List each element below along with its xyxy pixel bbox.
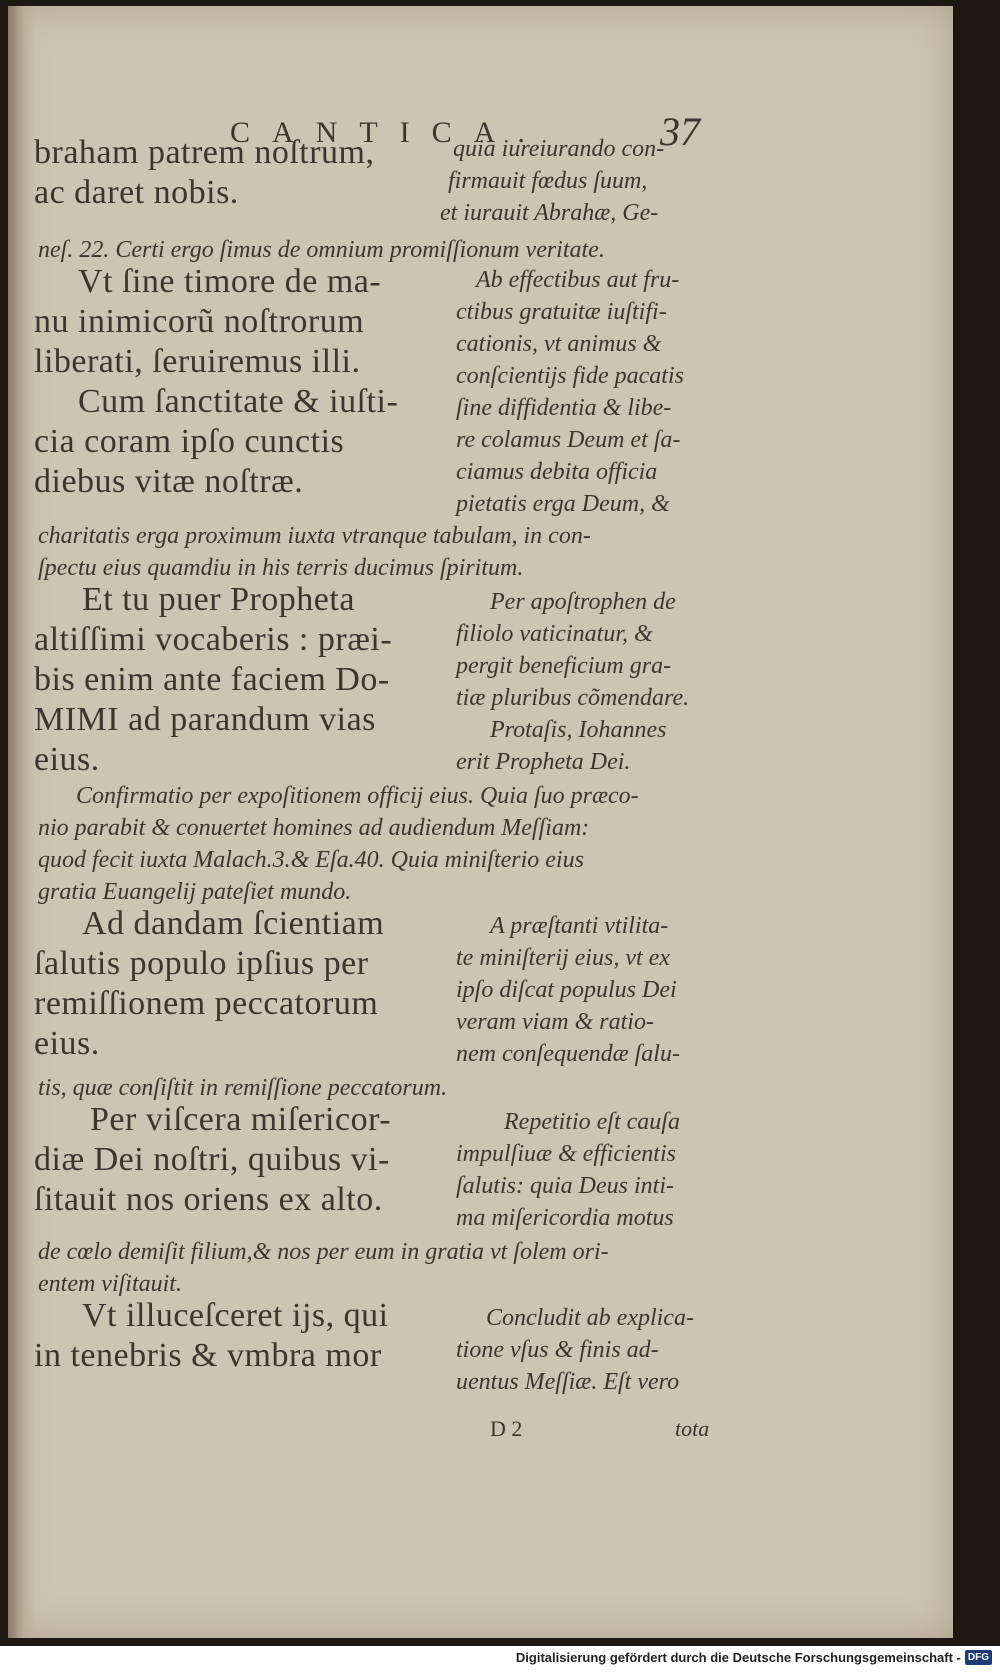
commentary-line: nem conſequendæ ſalu- xyxy=(456,1041,680,1067)
running-title: CANTICA. xyxy=(230,116,547,149)
verse-line: liberati, ſeruiremus illi. xyxy=(34,343,361,380)
page-spine-shadow xyxy=(8,6,34,1638)
commentary-line: tiæ pluribus cõmendare. xyxy=(456,685,690,711)
commentary-line: pietatis erga Deum, & xyxy=(456,491,670,517)
commentary-line: ſine diffidentia & libe- xyxy=(456,395,672,421)
commentary-line: te miniſterij eius, vt ex xyxy=(456,945,670,971)
commentary-line: veram viam & ratio- xyxy=(456,1009,654,1035)
commentary-line: filiolo vaticinatur, & xyxy=(456,621,653,647)
verse-line: Vt ſine timore de ma- xyxy=(78,263,382,300)
commentary-line: de cœlo demiſit filium,& nos per eum in gratia vt ſolem ori- xyxy=(38,1239,609,1265)
commentary-line: firmauit fœdus ſuum, xyxy=(448,168,648,194)
verse-line: altiſſimi vocaberis : præi- xyxy=(34,621,393,658)
commentary-line: ſpectu eius quamdiu in his terris ducimus ſpiritum. xyxy=(38,555,524,581)
commentary-line: et iurauit Abrahæ, Ge- xyxy=(440,200,659,226)
verse-line: Vt illuceſceret ijs, qui xyxy=(82,1297,389,1334)
verse-line: Cum ſanctitate & iuſti- xyxy=(78,383,399,420)
book-page xyxy=(8,6,953,1638)
commentary-line: quod fecit iuxta Malach.3.& Eſa.40. Quia miniſterio eius xyxy=(38,847,584,873)
verse-line: eius. xyxy=(34,1025,100,1062)
commentary-line: Confirmatio per expoſitionem officij eius. Quia ſuo præco- xyxy=(76,783,639,809)
commentary-line: Protaſis, Iohannes xyxy=(490,717,667,743)
commentary-line: A præſtanti vtilita- xyxy=(490,913,669,939)
page-number: 37 xyxy=(660,109,700,154)
commentary-line: ma miſericordia motus xyxy=(456,1205,674,1231)
commentary-line: gratia Euangelij pateſiet mundo. xyxy=(38,879,352,905)
commentary-line: impulſiuæ & efficientis xyxy=(456,1141,676,1167)
verse-line: Et tu puer Propheta xyxy=(82,581,355,618)
verse-line: braham patrem noſtrum, xyxy=(34,134,375,171)
commentary-line: Per apoſtrophen de xyxy=(490,589,676,615)
commentary-line: Ab effectibus aut fru- xyxy=(476,267,680,293)
verse-line: ac daret nobis. xyxy=(34,174,239,211)
commentary-line: erit Propheta Dei. xyxy=(456,749,631,775)
commentary-line: ciamus debita officia xyxy=(456,459,658,485)
verse-line: Ad dandam ſcientiam xyxy=(82,905,385,942)
verse-line: ſalutis populo ipſius per xyxy=(34,945,369,982)
commentary-line: Concludit ab explica- xyxy=(486,1305,694,1331)
commentary-line: entem viſitauit. xyxy=(38,1271,182,1297)
verse-line: remiſſionem peccatorum xyxy=(34,985,379,1022)
verse-line: ſitauit nos oriens ex alto. xyxy=(34,1181,383,1218)
verse-line: Per viſcera miſericor- xyxy=(90,1101,392,1138)
commentary-line: ſalutis: quia Deus inti- xyxy=(456,1173,674,1199)
commentary-line: ipſo diſcat populus Dei xyxy=(456,977,677,1003)
commentary-line: re colamus Deum et ſa- xyxy=(456,427,681,453)
commentary-line: conſcientijs fide pacatis xyxy=(456,363,684,389)
verse-line: diæ Dei noſtri, quibus vi- xyxy=(34,1141,390,1178)
commentary-line: charitatis erga proximum iuxta vtranque tabulam, in con- xyxy=(38,523,591,549)
commentary-line: nio parabit & conuertet homines ad audiendum Meſſiam: xyxy=(38,815,590,841)
commentary-line: uentus Meſſiæ. Eſt vero xyxy=(456,1369,680,1395)
commentary-line: tis, quæ conſiſtit in remiſſione peccatorum. xyxy=(38,1075,448,1101)
digitization-footer xyxy=(516,1650,992,1665)
commentary-line: tione vſus & finis ad- xyxy=(456,1337,659,1363)
dfg-logo: DFG xyxy=(965,1650,992,1665)
verse-line: bis enim ante faciem Do- xyxy=(34,661,390,698)
verse-line: nu inimicorũ noſtrorum xyxy=(34,303,365,340)
commentary-line: quia iureiurando con- xyxy=(453,136,665,162)
signature-mark: D 2 xyxy=(490,1416,523,1441)
catchword: tota xyxy=(675,1416,710,1441)
footer-credit: Digitalisierung gefördert durch die Deutsche Forschungsgemeinschaft - xyxy=(515,1650,961,1665)
verse-line: diebus vitæ noſtræ. xyxy=(34,463,304,500)
commentary-line: cationis, vt animus & xyxy=(456,331,662,357)
verse-line: in tenebris & vmbra mor xyxy=(34,1337,382,1374)
verse-line: eius. xyxy=(34,741,100,778)
commentary-line: neſ. 22. Certi ergo ſimus de omnium promiſſionum veritate. xyxy=(38,237,605,263)
verse-line: cia coram ipſo cunctis xyxy=(34,423,345,460)
commentary-line: Repetitio eſt cauſa xyxy=(504,1109,680,1135)
commentary-line: pergit beneficium gra- xyxy=(456,653,672,679)
verse-line: MIMI ad parandum vias xyxy=(34,701,376,738)
commentary-line: ctibus gratuitæ iuſtifi- xyxy=(456,299,667,325)
